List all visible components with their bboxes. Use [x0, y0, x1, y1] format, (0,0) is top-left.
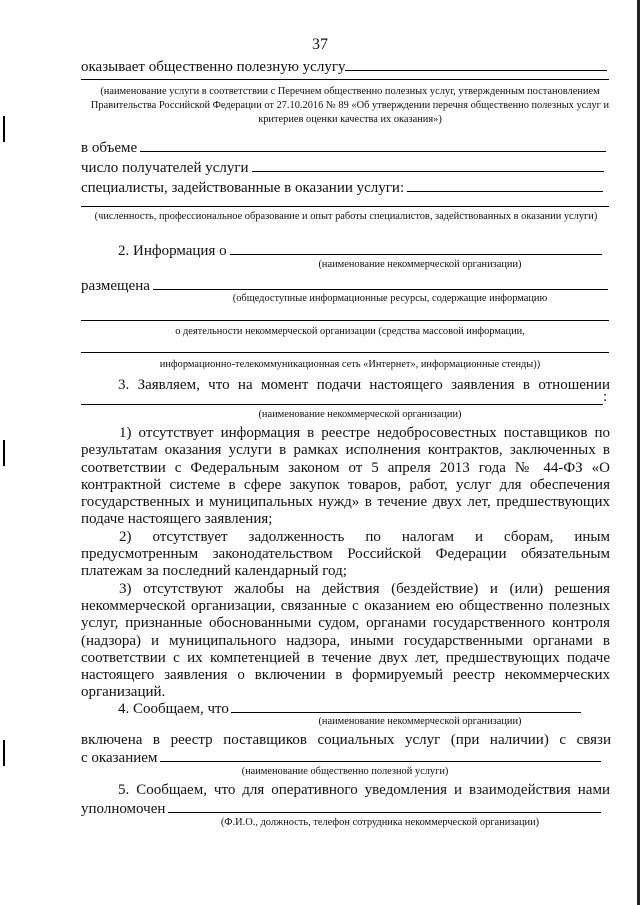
service-field[interactable]: [345, 57, 607, 71]
specialists-rule: [81, 206, 609, 207]
service-label: оказывает общественно полезную услугу: [81, 59, 346, 75]
info-org-field[interactable]: [230, 241, 602, 255]
declaration-items: [81, 425, 610, 702]
resources-caption: (общедоступные информационные ресурсы, содержащие информацию: [232, 293, 548, 304]
specialists-field[interactable]: [407, 178, 603, 192]
declare-org-caption: (наименование некоммерческой организации): [258, 409, 462, 420]
authorized-person-field[interactable]: [168, 799, 601, 813]
service-caption: (наименование услуги в соответствии с Перечнем общественно полезных услуг, утвержденным постановлением Правительства Российской Федерации от 27.10.2016 № 89 «Об утверждении перечня общественно полезных услуг и критериев оценки качества их оказания»): [90, 86, 610, 125]
item-3: 3) отсутствуют жалобы на действия (бездействие) и (или) решения некоммерческой организации, связанные с оказанием ею общественно полезных услуг, признанные обоснованными судом, органами государственного контроля (надзора) и муниципального надзора, иными государственными органами в соответствии с их компетенцией в течение двух лет, предшествующих подаче настоящего заявления о включении в формируемый реестр некоммерческих организаций.: [81, 580, 610, 701]
info-label: 2. Информация о: [118, 243, 227, 259]
specialists-caption: (численность, профессиональное образование и опыт работы специалистов, задействованных в оказании услуги): [94, 211, 598, 222]
authorized-label: уполномочен: [81, 801, 166, 817]
contact-line: 5. Сообщаем, что для оперативного уведомления и взаимодействия нами: [118, 782, 610, 798]
page-number: 37: [312, 36, 328, 53]
registry-line: включена в реестр поставщиков социальных услуг (при наличии) с связи: [81, 732, 611, 748]
declare-org-rule[interactable]: [81, 404, 603, 405]
specialists-label: специалисты, задействованные в оказании услуги:: [81, 180, 405, 196]
item-1: 1) отсутствует информация в реестре недобросовестных поставщиков по результатам оказания услуги в рамках исполнения контрактов, заключенных в соответствии с Федеральным законом от 5 апреля 2013 года № 44-ФЗ «О контрактной системе в сфере закупок товаров, работ, услуг для обеспечения государственных и муниципальных нужд» в течение двух лет, предшествующих подаче настоящего заявления;: [81, 425, 610, 528]
declare-colon: :: [603, 389, 608, 405]
volume-field[interactable]: [140, 138, 606, 152]
resources-caption-3: информационно-телекоммуникационная сеть «Интернет», информационные стенды)): [159, 359, 541, 370]
resources-caption-2: о деятельности некоммерческой организации (средства массовой информации,: [175, 326, 525, 337]
service-line: [81, 57, 611, 76]
declare-line: 3. Заявляем, что на момент подачи настоящего заявления в отношении: [118, 377, 610, 393]
resources-rule-1: [81, 320, 609, 321]
info-org-caption: (наименование некоммерческой организации): [318, 259, 522, 270]
inform-org-caption: (наименование некоммерческой организации): [318, 716, 522, 727]
recipients-label: число получателей услуги: [81, 160, 249, 176]
placed-field[interactable]: [153, 276, 608, 290]
item-2: 2) отсутствует задолженность по налогам и сборам, иным предусмотренным законодательством Российской Федерации обязательным платежам за последний календарный год;: [81, 528, 610, 580]
useful-service-field[interactable]: [160, 748, 601, 762]
volume-label: в объеме: [81, 140, 138, 156]
recipients-line: [81, 158, 611, 177]
resources-rule-2: [81, 352, 609, 353]
scan-margin-mark: [3, 116, 5, 142]
recipients-field[interactable]: [252, 158, 604, 172]
inform-org-field[interactable]: [231, 699, 581, 713]
placed-label: размещена: [81, 278, 150, 294]
specialists-line: [81, 178, 611, 197]
service-rule: [81, 79, 609, 80]
scan-margin-mark: [3, 740, 5, 766]
scan-margin-mark: [3, 440, 5, 466]
authorized-caption: (Ф.И.О., должность, телефон сотрудника некоммерческой организации): [220, 817, 540, 828]
in-connection-label: с оказанием: [81, 750, 158, 766]
inform-label: 4. Сообщаем, что: [118, 701, 229, 717]
volume-line: [81, 138, 611, 157]
useful-service-caption: (наименование общественно полезной услуги): [241, 766, 449, 777]
